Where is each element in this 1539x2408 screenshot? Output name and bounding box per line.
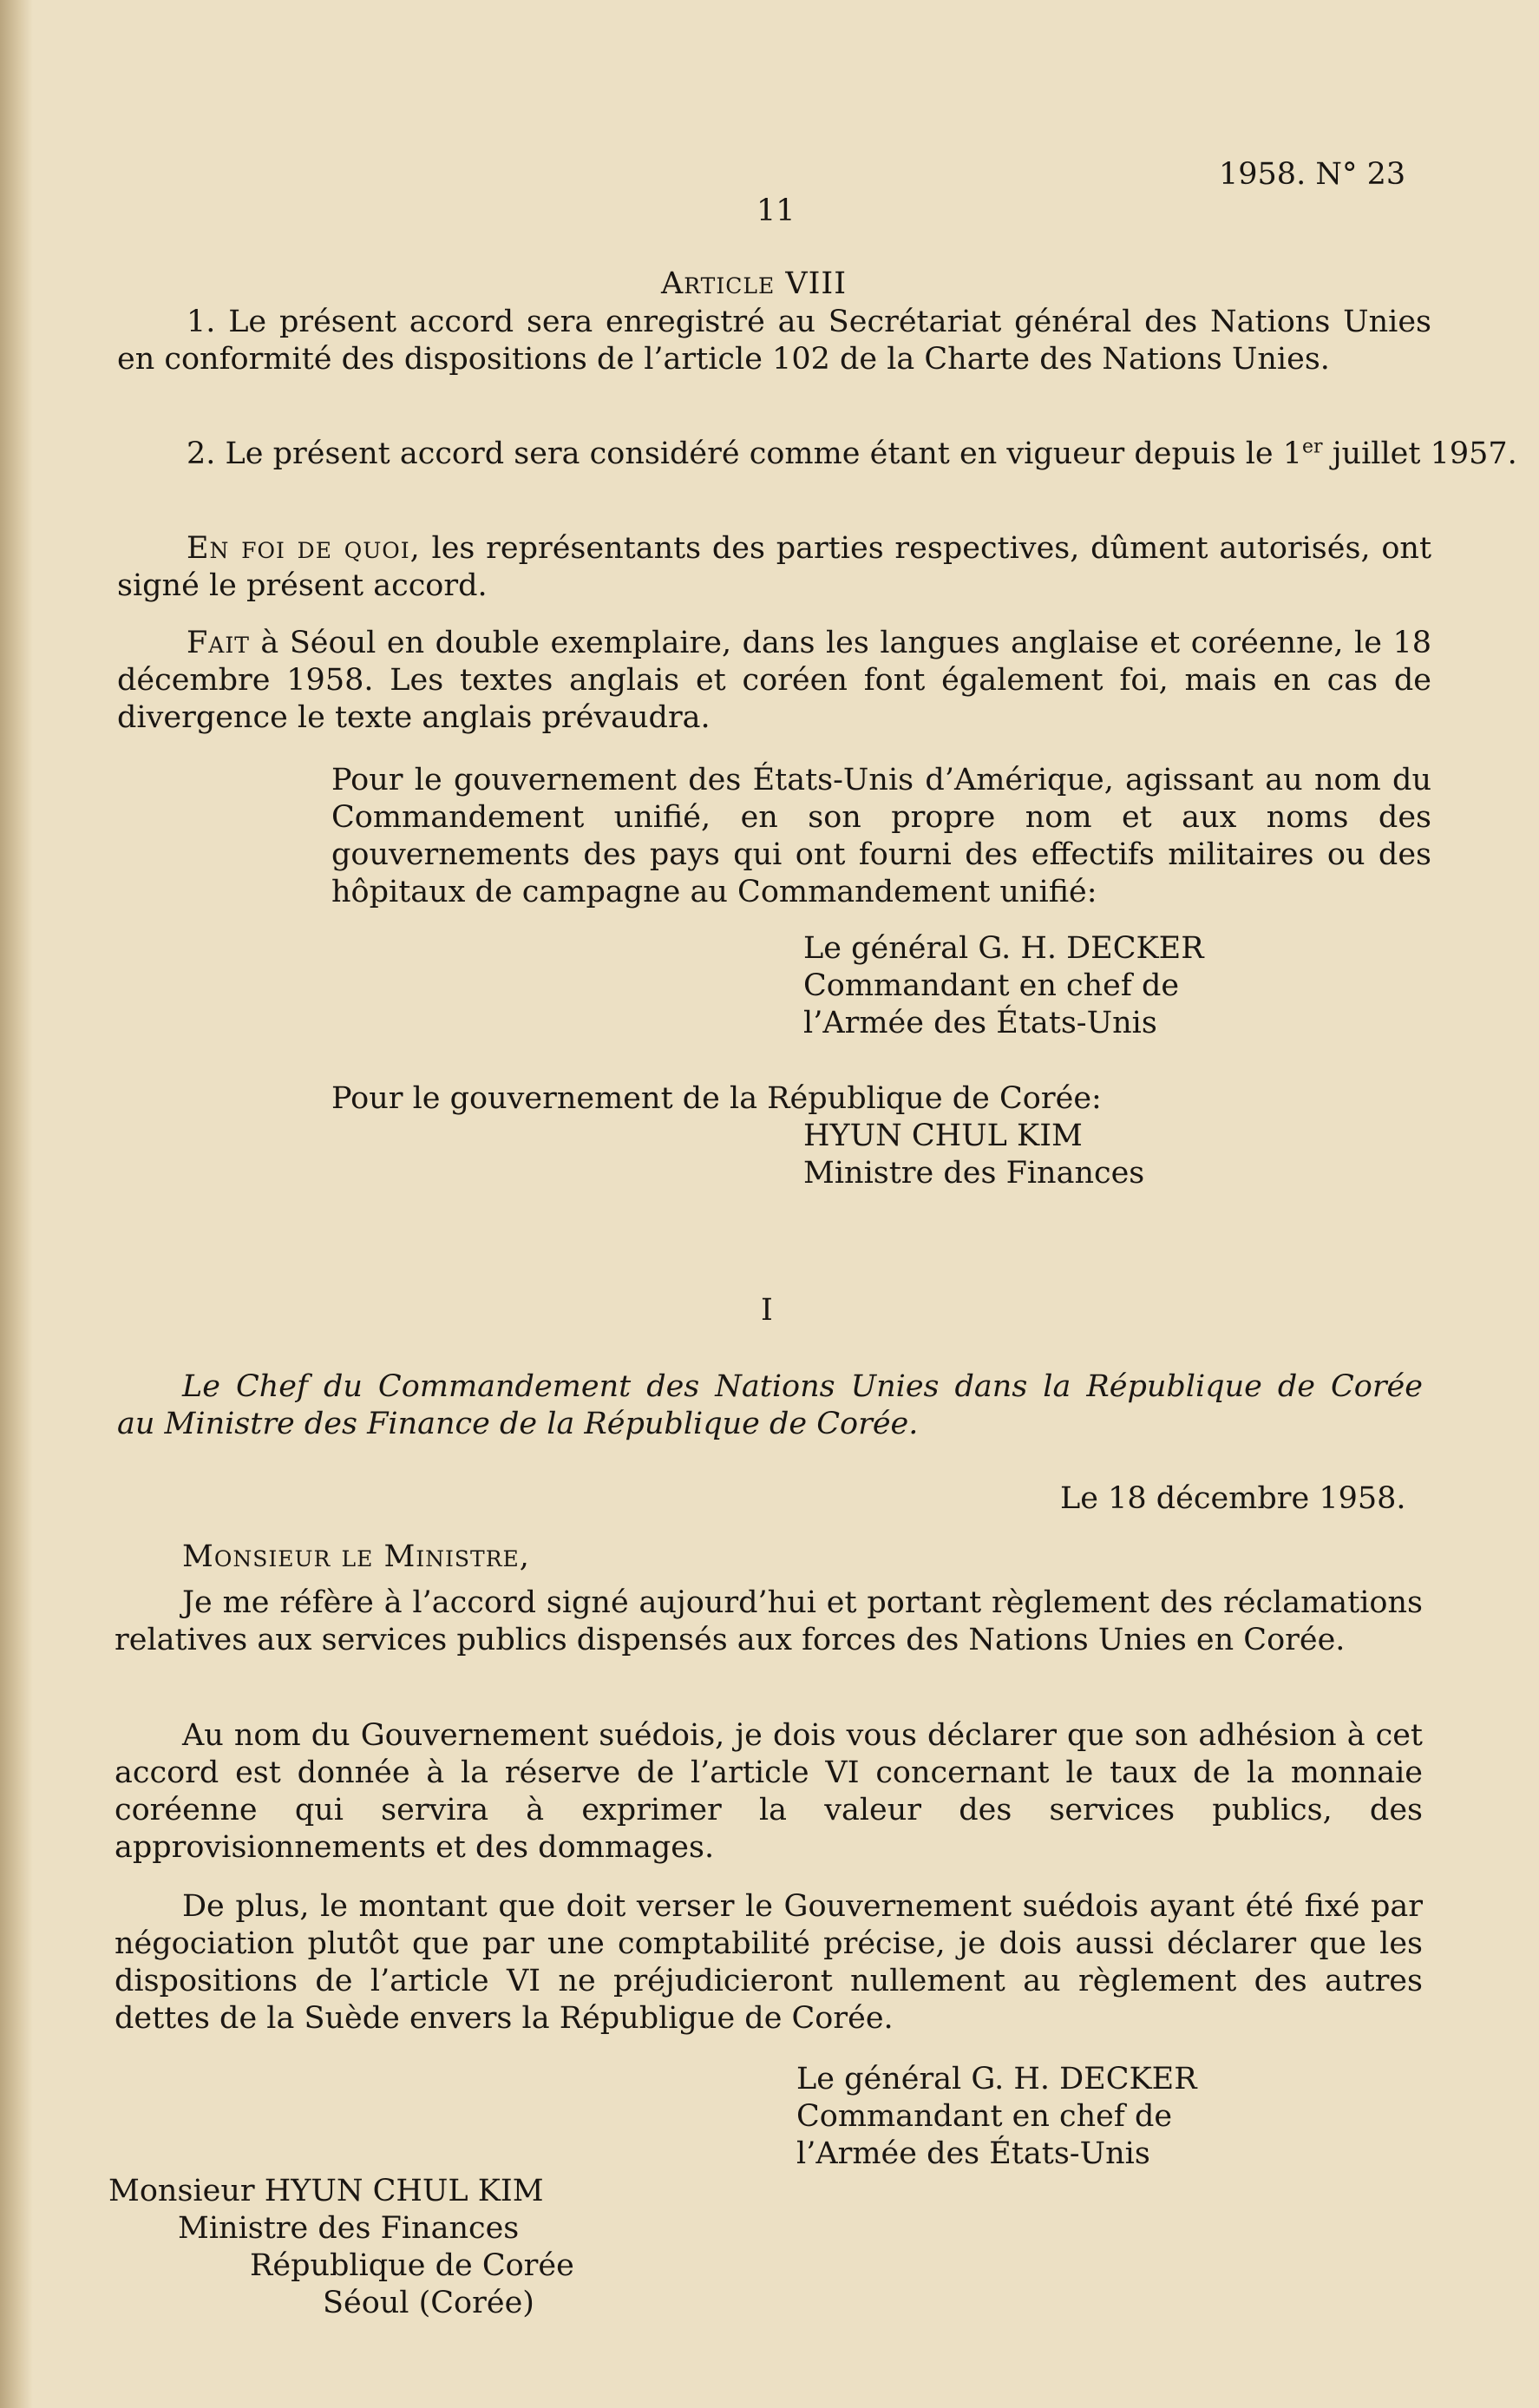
treaty-reference: 1958. N° 23 [1219, 157, 1406, 192]
addressee-title: Ministre des Finances [178, 2211, 520, 2246]
letter-signature-org: l’Armée des États-Unis [796, 2136, 1150, 2171]
addressee-name: Monsieur HYUN CHUL KIM [108, 2174, 544, 2208]
fait-paragraph: Fait à Séoul en double exemplaire, dans les langues anglaise et coréenne, le 18 décembre 1958. Les textes anglais et coréen font également foi, mais en cas de divergence le texte anglais prévaudra. [117, 626, 1431, 735]
page-number: 11 [756, 194, 796, 228]
letter-date: Le 18 décembre 1958. [1060, 1481, 1406, 1516]
letter-signature-title: Commandant en chef de [796, 2099, 1173, 2134]
letter-paragraph-1: Je me réfère à l’accord signé aujourd’hui et portant règlement des réclamations relatives aux services publics dispensés aux forces des Nations Unies en Corée. [115, 1585, 1423, 1657]
letter-heading-line-1: Le Chef du Commandement des Nations Unies dans la République de Corée [182, 1369, 1423, 1404]
korea-signature-title: Ministre des Finances [803, 1156, 1145, 1191]
usa-signatory-intro: Pour le gouvernement des États-Unis d’Amérique, agissant au nom du Commandement unifié, en son propre nom et aux noms des gouvernements des pays qui ont fourni des effectifs militaires ou des hôpitaux de campagne au Commandement unifié: [331, 763, 1431, 909]
usa-signature-title: Commandant en chef de [803, 968, 1180, 1003]
letter-salutation: Monsieur le Ministre, [182, 1539, 530, 1574]
article-paragraph-2-text: 2. Le présent accord sera considéré comme étant en vigueur depuis le 1er juillet 1957. [187, 436, 1517, 471]
addressee-city: Séoul (Corée) [323, 2286, 534, 2320]
letter-number: I [761, 1293, 773, 1328]
usa-signature-org: l’Armée des États-Unis [803, 1006, 1157, 1040]
article-paragraph-1: 1. Le présent accord sera enregistré au Secrétariat général des Nations Unies en conformité des dispositions de l’article 102 de la Charte des Nations Unies. [117, 305, 1431, 377]
korea-signatory-intro: Pour le gouvernement de la République de Corée: [331, 1081, 1102, 1116]
en-foi-paragraph: En foi de quoi, les représentants des parties respectives, dûment autorisés, ont signé le présent accord. [117, 531, 1432, 603]
addressee-country: République de Corée [250, 2248, 574, 2283]
article-heading: Article VIII [661, 266, 848, 301]
letter-signature-name: Le général G. H. DECKER [796, 2062, 1197, 2096]
letter-paragraph-2: Au nom du Gouvernement suédois, je dois vous déclarer que son adhésion à cet accord est donnée à la réserve de l’article VI concernant le taux de la monnaie coréenne qui servira à exprimer la valeur des services publics, des approvisionnements et des dommages. [115, 1718, 1423, 1865]
article-paragraph-2 [117, 436, 1517, 473]
letter-heading-line-2: au Ministre des Finance de la République de Corée. [117, 1407, 919, 1441]
letter-paragraph-3: De plus, le montant que doit verser le Gouvernement suédois ayant été fixé par négociation plutôt que par une comptabilité précise, je dois aussi déclarer que les dispositions de l’article VI ne préjudicieront nullement au règlement des autres dettes de la Suède envers la Républigue de Corée. [115, 1889, 1423, 2036]
usa-signature-name: Le général G. H. DECKER [803, 931, 1204, 966]
korea-signature-name: HYUN CHUL KIM [803, 1119, 1083, 1153]
